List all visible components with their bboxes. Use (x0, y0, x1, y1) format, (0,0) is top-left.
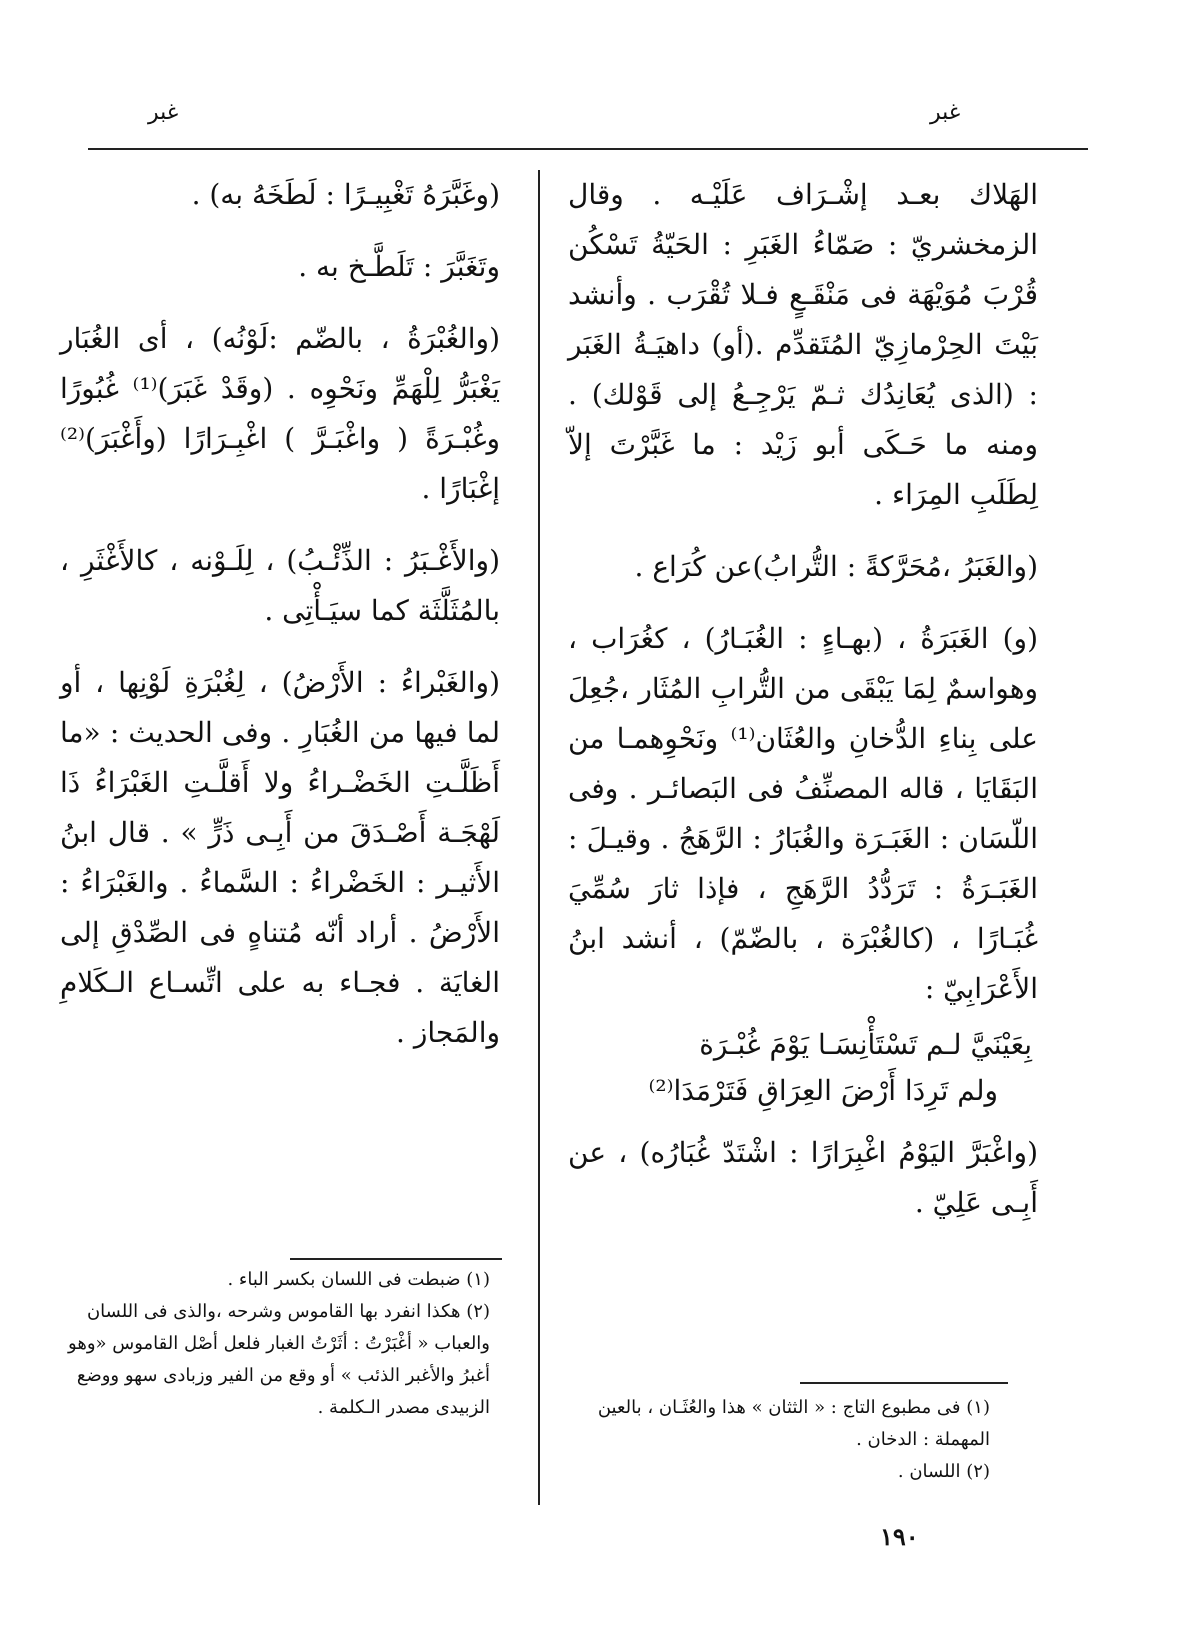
running-head-right: غبر (930, 100, 961, 125)
left-column (60, 170, 500, 1080)
footnote: (٢) اللسان . (897, 1461, 990, 1482)
running-head-left: غبر (148, 100, 179, 125)
footnote: (١) ضبطت فى اللسان بكسر الباء . (227, 1269, 490, 1290)
footnote: (٢) هكذا انفرد بها القاموس وشرحه ،والذى فى اللسان والعباب « أغْبَرْتُ : أثَرْتُ الغبار فلعل أصْل القاموس «وهو أغبرُ والأغبر الذئب » أو وقع من الفير وزبادى سهو ووضع الزبيدى مصدر الـكلمة . (68, 1301, 490, 1418)
left-paragraph: (والأَغْـبَرُ : الذِّئْـبُ) ، لِلَـوْنه ، كالأَغْثَرِ ، بالمُثَلَّثَة كما سيَـأْتِى . (60, 544, 500, 627)
column-divider (538, 170, 540, 1505)
right-paragraph: (و) الغَبَرَةُ ، (بهـاءٍ : الغُبَـارُ) ، كغُرَاب ، وهواسمٌ لِمَا يَبْقَى من التُّرابِ المُثَار ،جُعِلَ على بِناءِ الدُّخانِ والعُثَان⁽¹⁾ ونَحْوِهمـا من البَقَايَا ، قاله المصنِّفُ فى البَصائـر . وفى اللّسَان : الغَبَـرَة والغُبَارُ : الرَّهَجُ . وقيـلَ : الغَبَـرَةُ : تَرَدُّدُ الرَّهَجِ ، فإذا ثارَ سُمِّيَ غُبَـارًا ، (كالغُبْرَة ، بالضّمّ) ، أنشد ابنُ الأَعْرَابِيّ : (568, 622, 1038, 1005)
footnote-rule-right (800, 1382, 1008, 1384)
footnote-rule-left (290, 1258, 502, 1260)
footnotes-right (570, 1392, 990, 1488)
left-paragraph: (والغَبْراءُ : الأَرْضُ) ، لِغُبْرَةِ لَوْنِها ، أو لما فيها من الغُبَارِ . وفى الحديث : «ما أَظَلَّـتِ الخَضْـراءُ ولا أَقلَّـتِ الغَبْرَاءُ ذَا لَهْجَـة أَصْـدَقَ من أَبِـى ذَرٍّ » . قال ابنُ الأَثيـر : الخَضْراءُ : السَّماءُ . والغَبْرَاءُ : الأَرْضُ . أراد أنّه مُتناهٍ فى الصِّدْقِ إلى الغايَة . فجـاء به على اتِّسـاع الـكَلامِ والمَجاز . (60, 666, 500, 1049)
verse-line: ولم تَرِدَا أَرْضَ العِرَاقِ فَتَرْمَدَا⁽²⁾ (648, 1074, 998, 1107)
right-column (568, 170, 1038, 1250)
left-paragraph: (والغُبْرَةُ ، بالضّم :لَوْنُه) ، أى الغُبَار يَغْبَرُّ لِلْهَمِّ ونَحْوِه . (وقَدْ غَبَرَ)⁽¹⁾ غُبُورًا وغُبْـرَةً ( واغْبَـرَّ ) اغْبِـرَارًا (وأَغْبَرَ)⁽²⁾ إغْبَارًا . (60, 322, 500, 505)
footnote: (١) فى مطبوع التاج : « الثثان » هذا والعُثَـان ، بالعين المهملة : الدخان . (597, 1397, 990, 1450)
right-paragraph: (واغْبَرَّ اليَوْمُ اغْبِرَارًا : اشْتَدّ غُبَارُه) ، عن أَبِـى عَلِيّ . (568, 1136, 1038, 1219)
page-number: ١٩٠ (880, 1522, 919, 1551)
left-paragraph: وتَغَبَّرَ : تَلَطَّـخ به . (298, 250, 500, 283)
right-paragraph: (والغَبَرُ ،مُحَرَّكةً : التُّرابُ)عن كُرَاع . (634, 550, 1038, 583)
header-rule (88, 148, 1088, 150)
footnotes-left (60, 1264, 490, 1424)
right-paragraph: الهَلاك بعـد إشْـرَاف عَلَيْـه . وقال الزمخشريّ : صَمّاءُ الغَبَرِ : الحَيّةُ تَسْكُن قُرْبَ مُوَيْهَة فى مَنْقَـعٍ فـلا تُقْرَب . وأنشد بَيْتَ الحِرْمازِيّ المُتَقدِّم .(أو) داهيَـةُ الغَبَر : (الذى يُعَانِدُك ثـمّ يَرْجِـعُ إلى قَوْلك) . ومنه ما حَـكَى أبو زَيْد : ما غَبَّرْتَ إلاّ لِطَلَبِ المِرَاء . (568, 178, 1038, 511)
verse-line: بِعَيْنَيَّ لـم تَسْتَأْنِسَـا يَوْمَ غُبْـرَة (699, 1028, 1032, 1061)
left-paragraph: (وغَبَّرَهُ تَغْبِيـرًا : لَطَخَهُ به) . (191, 178, 500, 211)
